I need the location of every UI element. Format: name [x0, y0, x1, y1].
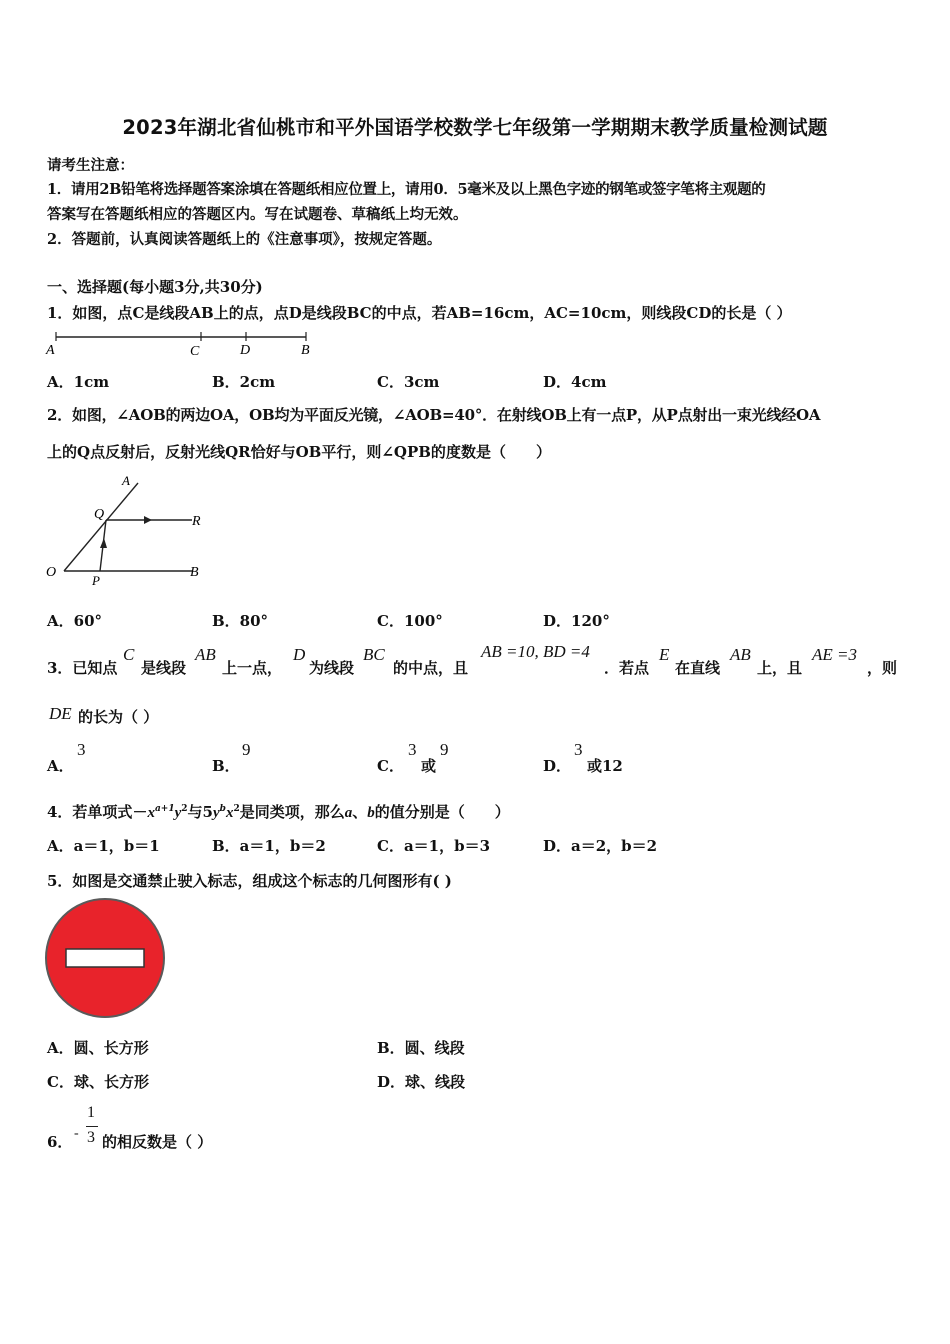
q4-sep: 、	[352, 803, 368, 821]
q3-num: 3．已知点	[47, 659, 118, 677]
q1-option-a[interactable]: A．1cm	[47, 373, 110, 391]
q3-math-bc: BC	[363, 645, 385, 664]
label-a: A	[46, 343, 55, 358]
q4-m2-y: y	[212, 805, 220, 821]
label-q: Q	[94, 507, 105, 522]
q4-m1-x: x	[147, 805, 155, 821]
q3-option-c-value-1: 3	[408, 740, 417, 759]
q2-option-d[interactable]: D．120°	[543, 612, 610, 630]
q1-option-b[interactable]: B．2cm	[212, 373, 276, 391]
label-b: B	[301, 343, 310, 358]
q3-option-b-value: 9	[242, 740, 251, 759]
q5-option-d[interactable]: D．球、线段	[377, 1073, 466, 1091]
q5-option-c[interactable]: C．球、长方形	[47, 1073, 149, 1091]
q3-option-c-or: 或	[421, 757, 437, 775]
q3-math-ab2: AB	[730, 645, 751, 664]
q2-option-c[interactable]: C．100°	[377, 612, 443, 630]
q6-denominator: 3	[87, 1129, 95, 1146]
q4-mid: 与5	[187, 803, 213, 821]
q3-text-4: 的中点，且	[393, 659, 469, 677]
q6-numerator: 1	[87, 1104, 95, 1121]
q4-prefix: 4．若单项式－	[47, 803, 148, 821]
q1-option-d[interactable]: D．4cm	[543, 373, 607, 391]
q4-var-a: a	[344, 805, 353, 821]
notice-line-2: 2．答题前，认真阅读答题纸上的《注意事项》，按规定答题。	[47, 231, 442, 248]
label-r: R	[192, 514, 201, 529]
q4-end: 的值分别是（ ）	[374, 803, 510, 821]
q5-option-b[interactable]: B．圆、线段	[377, 1039, 465, 1057]
q3-option-d-value-1: 3	[574, 740, 583, 759]
q3-text-1: 是线段	[141, 659, 187, 677]
q3-math-ab: AB	[195, 645, 216, 664]
q3-option-a-value: 3	[77, 740, 86, 759]
q4-option-c[interactable]: C．a＝1，b＝3	[377, 837, 491, 855]
q3-math-d: D	[293, 645, 306, 664]
q3-option-b-label[interactable]: B．	[212, 757, 240, 775]
label-a: A	[122, 473, 130, 488]
q3-math-de: DE	[49, 704, 72, 723]
q3-text-8: ，则	[867, 659, 898, 677]
q6-minus: -	[74, 1126, 79, 1141]
arrow-pq	[100, 538, 107, 548]
q5-option-a[interactable]: A．圆、长方形	[47, 1039, 149, 1057]
q3-text-7: 上，且	[757, 659, 803, 677]
q4-option-d[interactable]: D．a＝2，b＝2	[543, 837, 658, 855]
q4-m2-xexp: 2	[233, 804, 240, 814]
q3-option-d-rest: 或12	[587, 757, 623, 775]
label-d: D	[240, 343, 251, 358]
label-b: B	[190, 565, 199, 580]
q3-math-condition: AB =10, BD =4	[481, 642, 590, 661]
label-c: C	[190, 344, 200, 359]
q3-math-e: E	[659, 645, 670, 664]
notice-line-1a: 1．请用2B铅笔将选择题答案涂填在答题纸相应位置上，请用0．5毫米及以上黑色字迹的钢笔或签字笔将主观题的	[47, 181, 766, 198]
q4-m2-yexp: b	[219, 804, 226, 814]
q3-option-a-label[interactable]: A．	[47, 757, 74, 775]
q4-m1-y: y	[174, 805, 182, 821]
notice-line-1b: 答案写在答题纸相应的答题区内。写在试题卷、草稿纸上均无效。	[47, 206, 468, 223]
q4-m1-xexp: a+1	[154, 804, 175, 814]
q4-option-b[interactable]: B．a＝1，b＝2	[212, 837, 326, 855]
q4-m1-yexp: 2	[181, 804, 188, 814]
q2-option-b[interactable]: B．80°	[212, 612, 269, 630]
q3-text-2: 上一点，	[222, 659, 283, 677]
page-title: 2023年湖北省仙桃市和平外国语学校数学七年级第一学期期末教学质量检测试题	[122, 116, 828, 139]
q4-m2-x: x	[225, 805, 234, 821]
no-entry-sign	[44, 898, 168, 1020]
q2-stem-b: 上的Q点反射后，反射光线QR恰好与OB平行，则∠QPB的度数是（ ）	[47, 443, 551, 461]
q4-option-a[interactable]: A．a＝1，b＝1	[47, 837, 160, 855]
q3-option-c-label[interactable]: C．	[377, 757, 404, 775]
q4-post: 是同类项，那么	[239, 803, 345, 821]
q2-stem-a: 2．如图，∠AOB的两边OA，OB均为平面反光镜，∠AOB=40°．在射线OB上有一点P，从P点射出一束光线经OA	[47, 406, 821, 424]
q2-mirror-figure	[40, 470, 220, 590]
q1-stem: 1．如图，点C是线段AB上的点，点D是线段BC的中点，若AB=16cm，AC=10cm，则线段CD的长是（ ）	[47, 304, 792, 322]
q3-text-6: 在直线	[675, 659, 721, 677]
q4-stem	[47, 801, 510, 822]
q4-var-b: b	[367, 805, 375, 821]
q1-line-figure	[44, 326, 334, 360]
arrow-qr	[144, 516, 152, 524]
notice-heading: 请考生注意：	[47, 157, 134, 174]
q3-math-ae: AE =3	[812, 645, 857, 664]
q3-math-c: C	[123, 645, 135, 664]
q6-tail: 的相反数是（ ）	[102, 1133, 213, 1151]
q3-text-9: 的长为（ ）	[78, 708, 159, 726]
label-o: O	[46, 565, 57, 580]
sign-bar	[66, 949, 144, 967]
q3-text-3: 为线段	[309, 659, 355, 677]
q3-option-d-label[interactable]: D．	[543, 757, 572, 775]
q3-option-c-value-2: 9	[440, 740, 449, 759]
label-p: P	[92, 573, 100, 588]
section-heading: 一、选择题(每小题3分,共30分)	[47, 278, 263, 296]
q2-option-a[interactable]: A．60°	[47, 612, 103, 630]
q1-option-c[interactable]: C．3cm	[377, 373, 440, 391]
q3-text-5: ．若点	[604, 659, 650, 677]
q6-num: 6．	[47, 1133, 73, 1151]
q5-stem: 5．如图是交通禁止驶入标志，组成这个标志的几何图形有( )	[47, 872, 452, 890]
q6-fraction-bar	[86, 1126, 98, 1127]
